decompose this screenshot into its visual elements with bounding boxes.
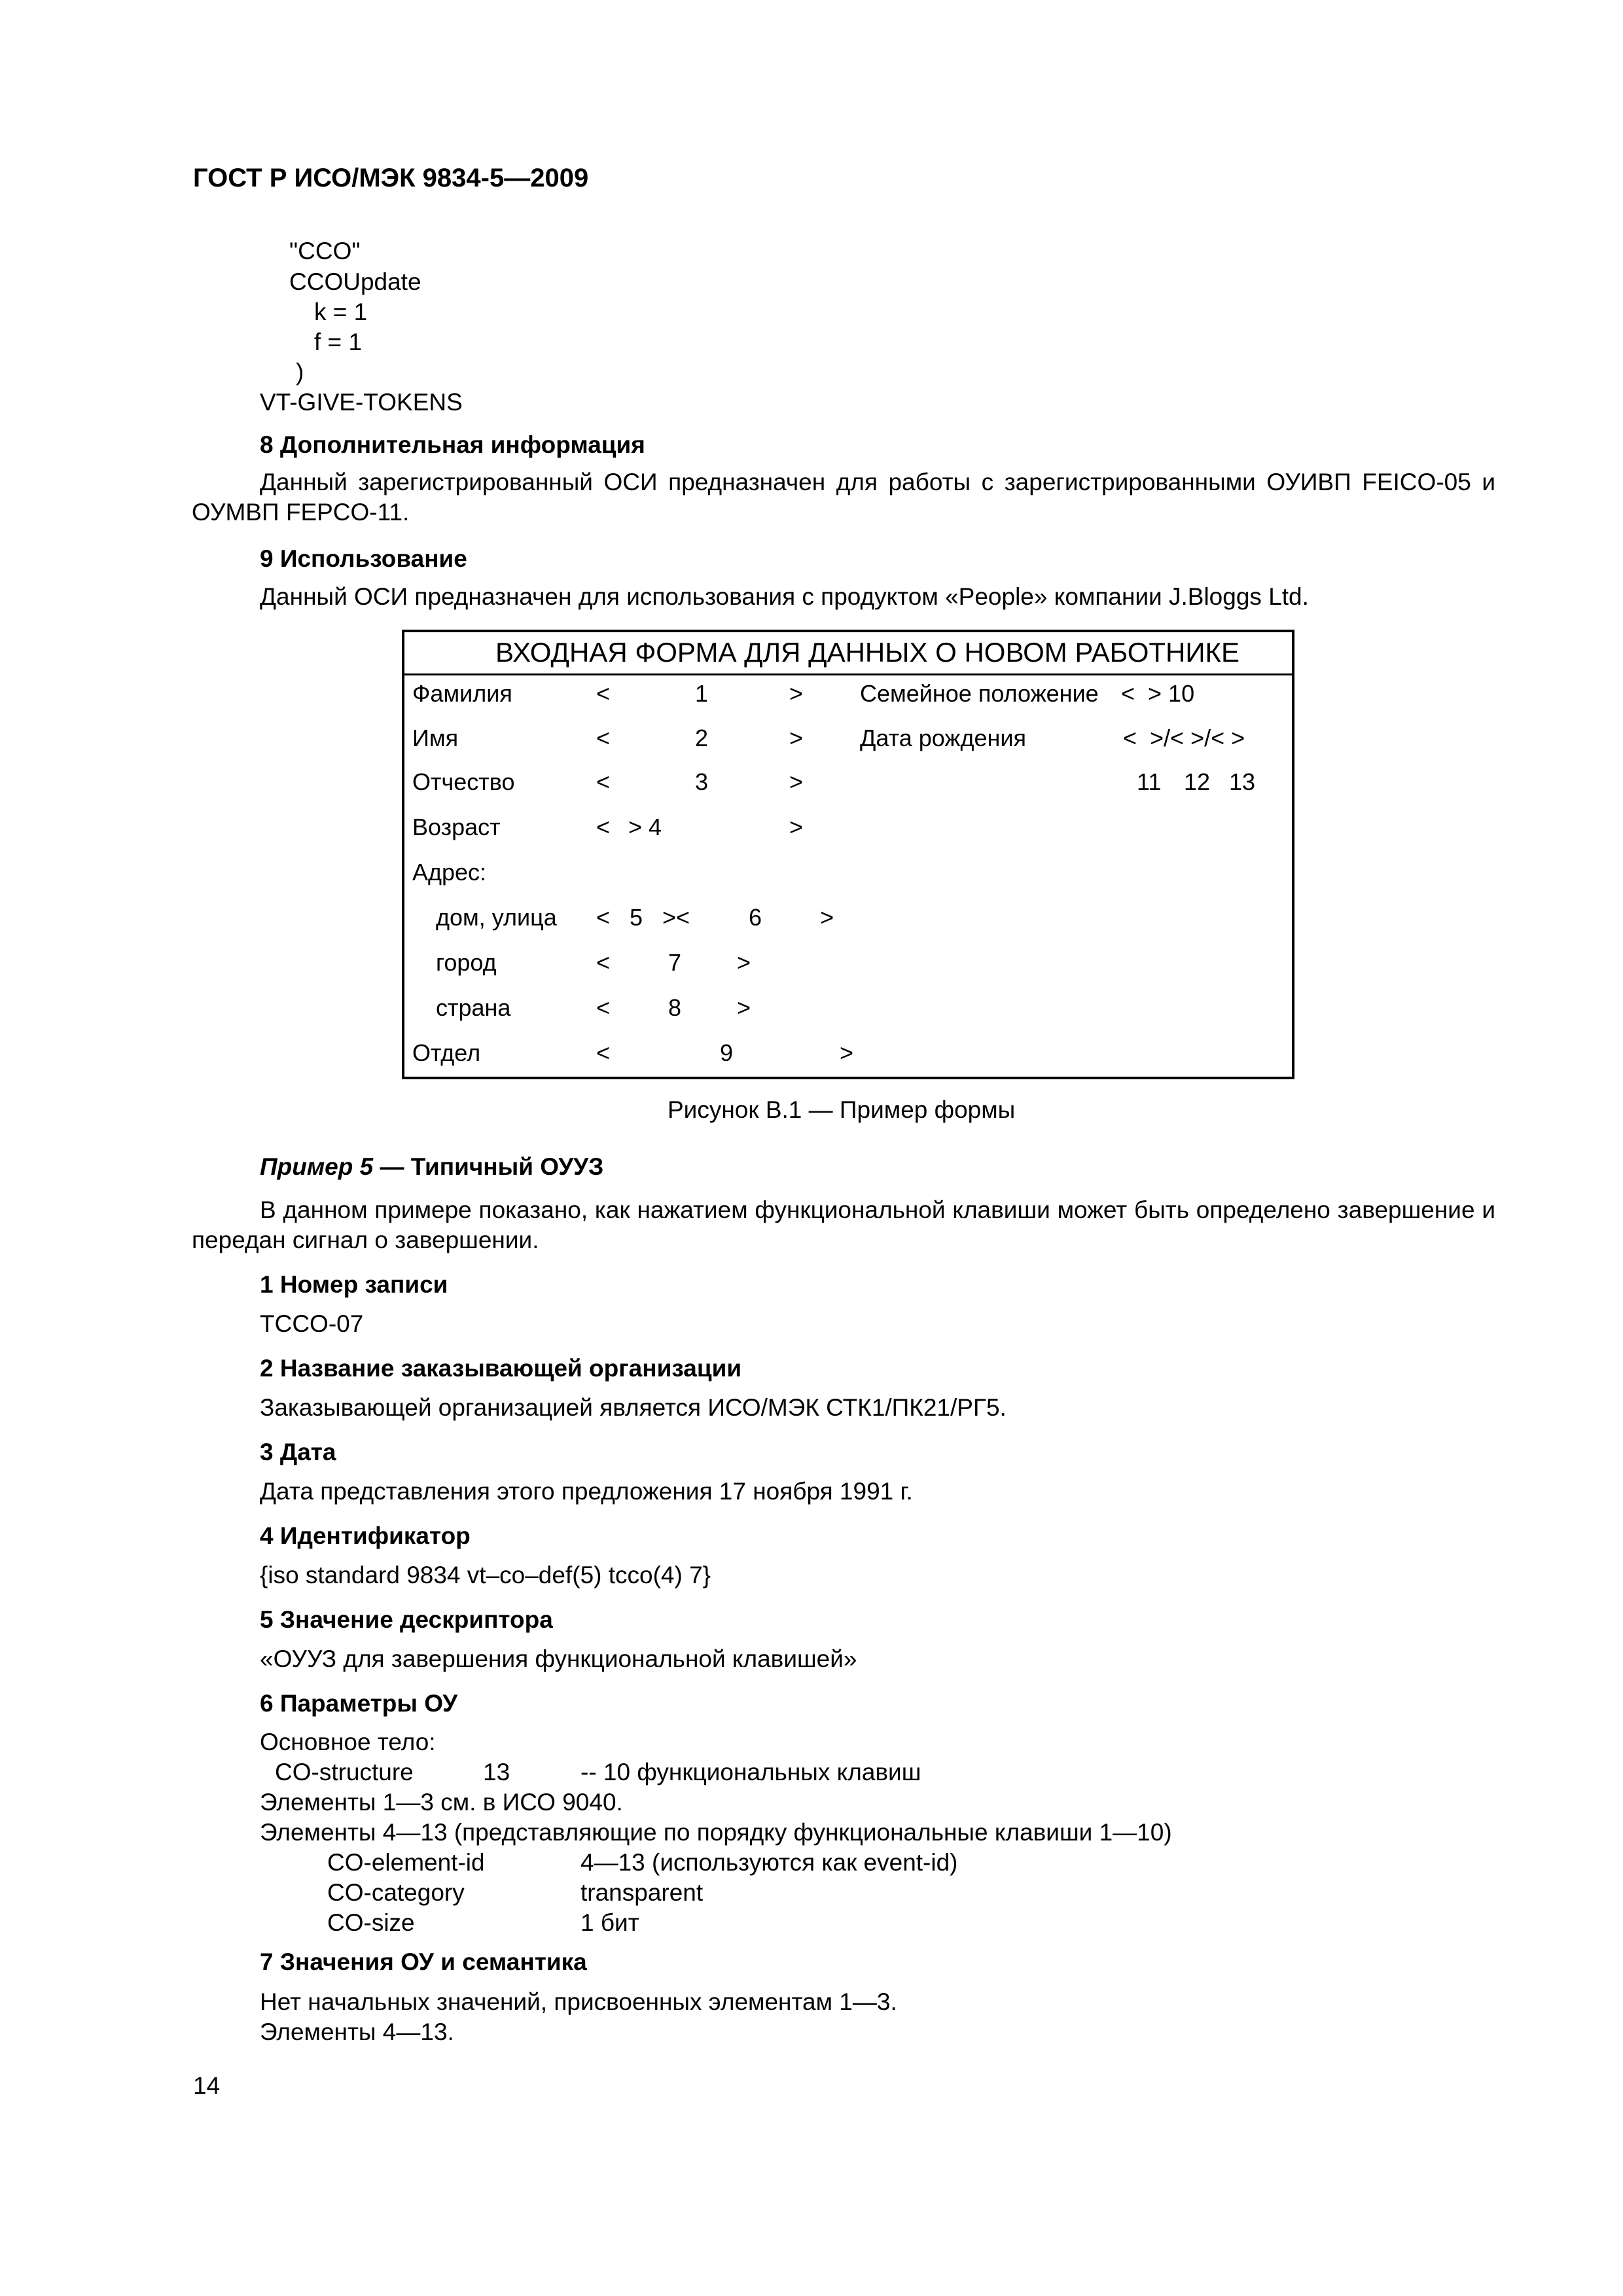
section-text: {iso standard 9834 vt–co–def(5) tcco(4) 7} xyxy=(260,1562,711,1588)
section-heading: 5 Значение дескриптора xyxy=(260,1606,553,1633)
param-name: CO-category xyxy=(327,1879,465,1906)
field-number: 11 xyxy=(1137,768,1162,795)
field-separator: >< xyxy=(662,904,690,931)
code-line: CCOUpdate xyxy=(289,268,421,295)
code-line: f = 1 xyxy=(314,329,363,355)
section-text: «ОУУЗ для завершения функциональной клавишей» xyxy=(260,1645,857,1672)
field-close-bracket: > xyxy=(789,680,804,707)
field-close-bracket: > xyxy=(737,949,751,976)
code-line: k = 1 xyxy=(314,298,368,325)
section-heading: 3 Дата xyxy=(260,1439,336,1465)
field-close-bracket: > xyxy=(789,768,804,795)
field-number: 2 xyxy=(695,725,709,751)
param-comment: -- 10 функциональных клавиш xyxy=(580,1759,921,1785)
field-close-bracket: > xyxy=(789,814,804,840)
field-close-bracket: > xyxy=(820,904,834,931)
example-heading-italic: Пример 5 xyxy=(260,1153,374,1180)
form-label-marital-status: Семейное положение xyxy=(860,680,1099,707)
field-close-bracket: > xyxy=(840,1039,854,1066)
section-heading: 1 Номер записи xyxy=(260,1271,448,1298)
field-number: 8 xyxy=(668,994,682,1021)
code-line: VT-GIVE-TOKENS xyxy=(260,389,463,416)
form-label-age: Возраст xyxy=(412,814,501,840)
field-marital-brackets: < > 10 xyxy=(1121,680,1195,707)
section-paragraph: Данный ОСИ предназначен для использования с продуктом «People» компании J.Bloggs Ltd. xyxy=(260,583,1309,610)
field-close-bracket: > xyxy=(737,994,751,1021)
section-paragraph xyxy=(192,467,1495,528)
section-heading: 9 Использование xyxy=(260,545,467,572)
code-line: ) xyxy=(296,359,304,386)
form-label-country: страна xyxy=(436,994,511,1021)
form-label-patronymic: Отчество xyxy=(412,768,515,795)
field-open-bracket: < xyxy=(596,814,611,840)
field-number: 9 xyxy=(720,1039,734,1066)
field-number: 13 xyxy=(1229,768,1256,795)
field-open-bracket: < xyxy=(596,680,611,707)
param-name: CO-size xyxy=(327,1909,415,1936)
section-text: Элементы 4—13. xyxy=(260,2018,454,2045)
code-line: "CCO" xyxy=(289,238,361,264)
form-label-name: Имя xyxy=(412,725,459,751)
field-number: 12 xyxy=(1184,768,1211,795)
form-label-surname: Фамилия xyxy=(412,680,512,707)
field-birth-date-brackets: < >/< >/< > xyxy=(1123,725,1245,751)
field-open-bracket: < xyxy=(596,768,611,795)
document-header: ГОСТ Р ИСО/МЭК 9834-5—2009 xyxy=(193,164,589,192)
form-label-department: Отдел xyxy=(412,1039,481,1066)
section-heading: 2 Название заказывающей организации xyxy=(260,1355,742,1382)
figure-caption: Рисунок В.1 — Пример формы xyxy=(668,1096,1016,1123)
param-value: 1 бит xyxy=(580,1909,639,1936)
param-name: CO-structure xyxy=(275,1759,414,1785)
field-number: 7 xyxy=(668,949,682,976)
field-open-bracket: < xyxy=(596,904,611,931)
paragraph-text: Данный зарегистрированный ОСИ предназначен для работы с зарегистрированными ОУИВП FEICO-05 и ОУМВП FEPCO-11. xyxy=(192,469,1495,526)
field-number: 6 xyxy=(749,904,762,931)
form-label-house-street: дом, улица xyxy=(436,904,557,931)
field-number: 5 xyxy=(630,904,643,931)
form-label-city: город xyxy=(436,949,497,976)
field-open-bracket: < xyxy=(596,1039,611,1066)
example-paragraph xyxy=(192,1195,1495,1255)
field-open-bracket: < xyxy=(596,949,611,976)
section-text: TCCO-07 xyxy=(260,1310,364,1337)
section-text: Нет начальных значений, присвоенных элементам 1—3. xyxy=(260,1988,897,2015)
paragraph-text: В данном примере показано, как нажатием функциональной клавиши может быть определено завершение и передан сигнал о завершении. xyxy=(192,1196,1495,1253)
elements-line: Элементы 1—3 см. в ИСО 9040. xyxy=(260,1789,623,1816)
example-heading-rest: — Типичный ОУУЗ xyxy=(373,1153,604,1180)
section-text: Дата представления этого предложения 17 ноября 1991 г. xyxy=(260,1478,913,1505)
param-value: transparent xyxy=(580,1879,704,1906)
field-number: 3 xyxy=(695,768,709,795)
field-number: > 4 xyxy=(628,814,662,840)
elements-line: Элементы 4—13 (представляющие по порядку функциональные клавиши 1—10) xyxy=(260,1819,1172,1846)
field-open-bracket: < xyxy=(596,994,611,1021)
form-label-address: Адрес: xyxy=(412,859,487,886)
field-close-bracket: > xyxy=(789,725,804,751)
param-value: 4—13 (используются как event-id) xyxy=(580,1849,958,1876)
section-heading: 4 Идентификатор xyxy=(260,1522,471,1549)
body-label: Основное тело: xyxy=(260,1729,436,1755)
form-title: ВХОДНАЯ ФОРМА ДЛЯ ДАННЫХ О НОВОМ РАБОТНИКЕ xyxy=(495,637,1240,668)
param-name: CO-element-id xyxy=(327,1849,485,1876)
field-open-bracket: < xyxy=(596,725,611,751)
form-label-birth-date: Дата рождения xyxy=(860,725,1026,751)
section-heading: 6 Параметры ОУ xyxy=(260,1690,458,1717)
example-heading xyxy=(260,1155,603,1179)
section-heading: 7 Значения ОУ и семантика xyxy=(260,1948,587,1975)
param-value: 13 xyxy=(483,1759,510,1785)
section-text: Заказывающей организацией является ИСО/МЭК СТК1/ПК21/РГ5. xyxy=(260,1394,1007,1421)
section-heading: 8 Дополнительная информация xyxy=(260,431,645,458)
field-number: 1 xyxy=(695,680,709,707)
form-title-divider xyxy=(402,673,1294,675)
page-number: 14 xyxy=(193,2072,221,2099)
